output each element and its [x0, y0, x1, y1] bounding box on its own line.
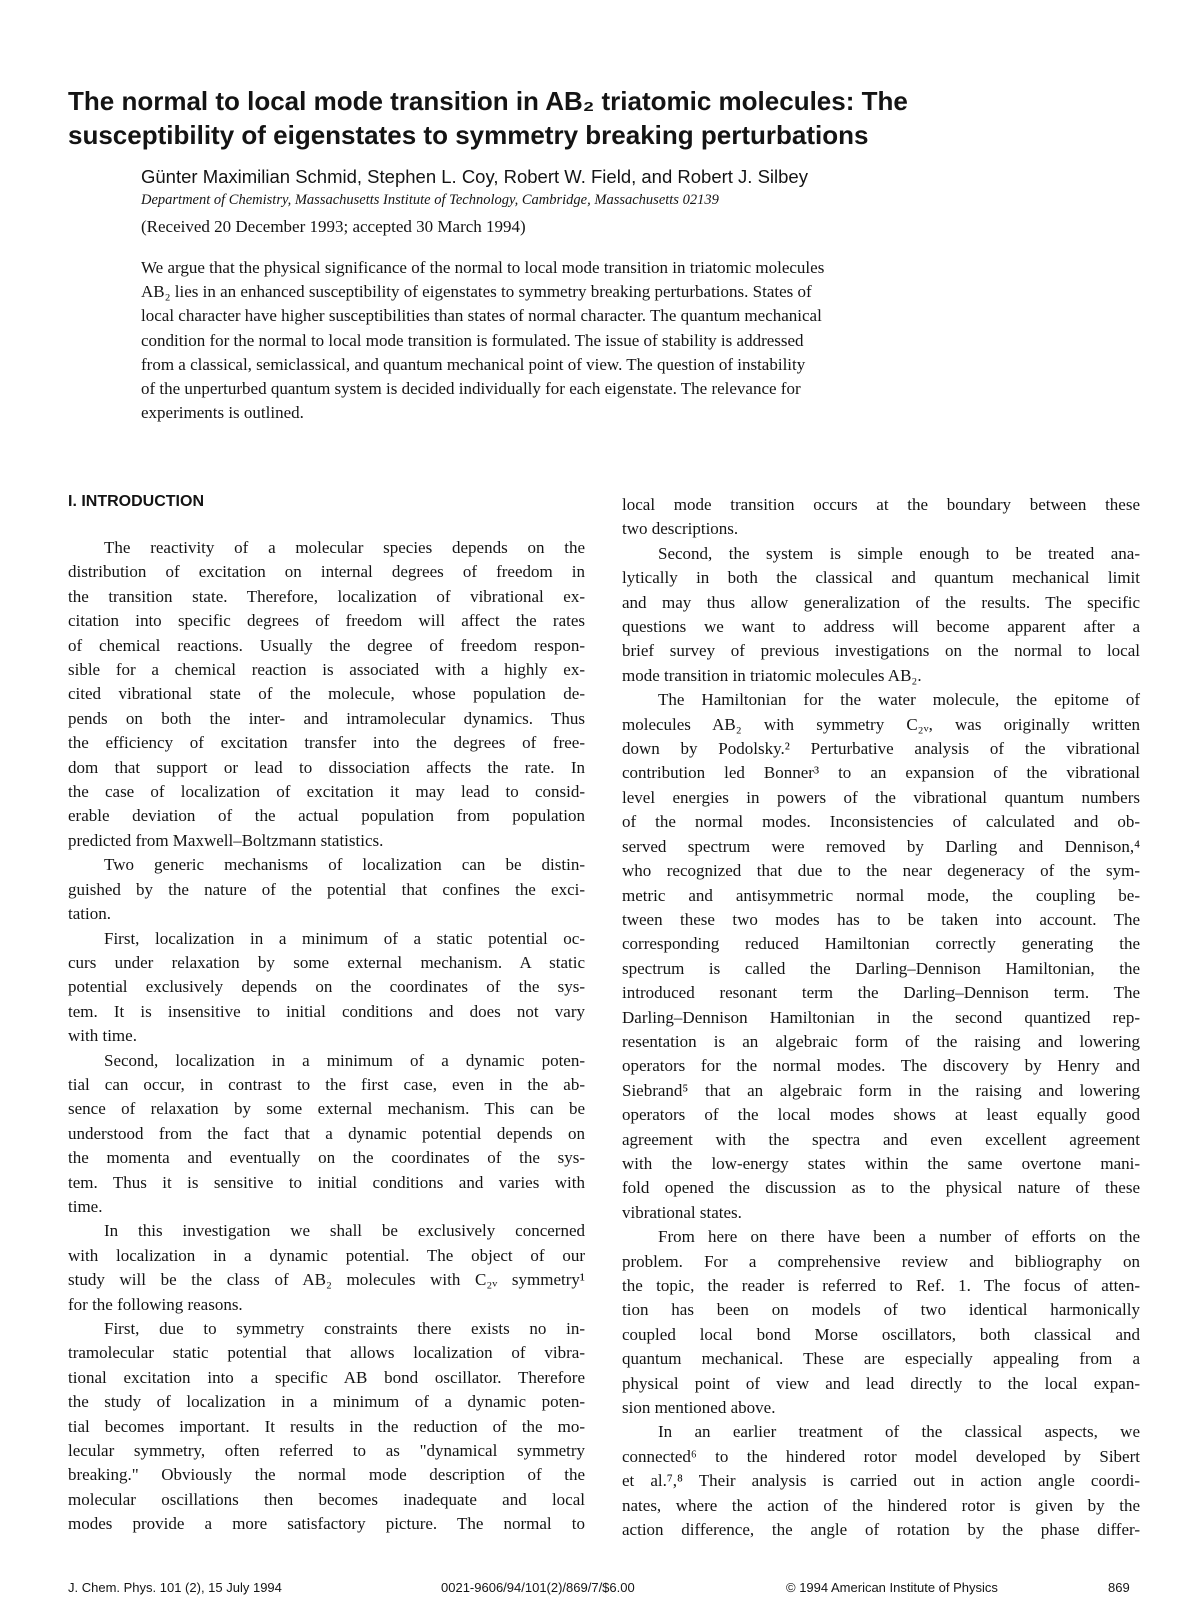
text-line: Second, the system is simple enough to be treated ana-: [658, 543, 1140, 563]
text-line: with localization in a dynamic potential. The object of our: [68, 1245, 585, 1265]
text-line: curs under relaxation by some external mechanism. A static: [68, 952, 585, 972]
paper-title: [68, 84, 1148, 152]
text-line: pends on both the inter- and intramolecular dynamics. Thus: [68, 708, 585, 728]
text-line: resentation is an algebraic form of the raising and lowering: [622, 1031, 1140, 1051]
text-line: lytically in both the classical and quantum mechanical limit: [622, 568, 1140, 588]
text-line: tional excitation into a specific AB bond oscillator. Therefore: [68, 1367, 585, 1387]
text-line: sence of relaxation by some external mechanism. This can be: [68, 1099, 585, 1119]
text-line: nates, where the action of the hindered rotor is given by the: [622, 1495, 1140, 1515]
text-line: erable deviation of the actual population from population: [68, 806, 585, 826]
text-line: contribution led Bonner³ to an expansion of the vibrational: [622, 763, 1140, 783]
text-line: Second, localization in a minimum of a dynamic poten-: [104, 1050, 585, 1070]
text-line: tion has been on models of two identical harmonically: [622, 1300, 1140, 1320]
title-line-1: The normal to local mode transition in AB₂ triatomic molecules: The: [68, 86, 908, 116]
text-line: Darling–Dennison Hamiltonian in the second quantized rep-: [622, 1007, 1140, 1027]
text-line: Two generic mechanisms of localization can be distin-: [104, 855, 585, 875]
text-line: who recognized that due to the near degeneracy of the sym-: [622, 861, 1140, 881]
text-line: two descriptions.: [622, 519, 739, 539]
text-line: tial becomes important. It results in the reduction of the mo-: [68, 1416, 585, 1436]
abstract-line: local character have higher susceptibilities than states of normal character. The quantum mechanical: [141, 306, 822, 326]
text-line: of the normal modes. Inconsistencies of calculated and ob-: [622, 812, 1140, 832]
received-dates: (Received 20 December 1993; accepted 30 March 1994): [141, 217, 526, 236]
text-line: questions we want to address will become apparent after a: [622, 617, 1140, 637]
title-line-2: susceptibility of eigenstates to symmetry breaking perturbations: [68, 120, 869, 150]
text-line: breaking." Obviously the normal mode description of the: [68, 1465, 585, 1485]
text-line: tem. It is insensitive to initial conditions and does not vary: [68, 1001, 585, 1021]
text-line: vibrational states.: [622, 1202, 742, 1222]
text-line: First, localization in a minimum of a static potential oc-: [104, 928, 585, 948]
text-line: From here on there have been a number of efforts on the: [658, 1227, 1140, 1247]
text-line: the case of localization of excitation it may lead to consid-: [68, 782, 585, 802]
abstract-line: We argue that the physical significance of the normal to local mode transition in triatomic molecules: [141, 258, 825, 277]
text-line: cited vibrational state of the molecule, whose population de-: [68, 684, 585, 704]
text-line: sible for a chemical reaction is associated with a highly ex-: [68, 660, 585, 680]
text-line: tem. Thus it is sensitive to initial conditions and varies with: [68, 1172, 585, 1192]
abstract-line: experiments is outlined.: [141, 403, 304, 423]
abstract: [141, 256, 983, 425]
text-line: served spectrum were removed by Darling and Dennison,⁴: [622, 836, 1140, 856]
right-column: [622, 493, 1140, 1542]
text-line: study will be the class of AB₂ molecules with C₂ᵥ symmetry¹: [68, 1270, 585, 1290]
text-line: predicted from Maxwell–Boltzmann statistics.: [68, 830, 384, 850]
text-line: quantum mechanical. These are especially appealing from a: [622, 1349, 1140, 1369]
section-heading: I. INTRODUCTION: [68, 493, 204, 510]
left-column: [68, 536, 585, 1537]
footer-journal: J. Chem. Phys. 101 (2), 15 July 1994: [68, 1580, 282, 1595]
abstract-line: of the unperturbed quantum system is decided individually for each eigenstate. The relevance for: [141, 379, 801, 399]
text-line: sion mentioned above.: [622, 1398, 776, 1418]
text-line: the study of localization in a minimum of a dynamic poten-: [68, 1392, 585, 1412]
text-line: the momenta and eventually on the coordinates of the sys-: [68, 1148, 585, 1168]
text-line: with time.: [68, 1026, 137, 1046]
text-line: molecules AB₂ with symmetry C₂ᵥ, was originally written: [622, 714, 1140, 734]
footer-copyright: © 1994 American Institute of Physics: [786, 1580, 998, 1595]
text-line: problem. For a comprehensive review and bibliography on: [622, 1251, 1140, 1271]
text-line: for the following reasons.: [68, 1294, 243, 1314]
text-line: mode transition in triatomic molecules AB₂.: [622, 665, 922, 685]
page-footer: [0, 1578, 1200, 1598]
text-line: molecular oscillations then becomes inadequate and local: [68, 1489, 585, 1509]
text-line: the transition state. Therefore, localization of vibrational ex-: [68, 586, 585, 606]
text-line: time.: [68, 1196, 103, 1216]
text-line: The reactivity of a molecular species depends on the: [104, 538, 585, 557]
text-line: with the low-energy states within the same overtone mani-: [622, 1153, 1140, 1173]
text-line: the efficiency of excitation transfer into the degrees of free-: [68, 733, 585, 753]
abstract-line: from a classical, semiclassical, and quantum mechanical point of view. The question of instability: [141, 354, 806, 374]
affiliation: Department of Chemistry, Massachusetts Institute of Technology, Cambridge, Massachusetts 02139: [141, 192, 719, 208]
text-line: In this investigation we shall be exclusively concerned: [104, 1221, 585, 1241]
text-line: local mode transition occurs at the boundary between these: [622, 495, 1140, 514]
text-line: action difference, the angle of rotation by the phase differ-: [622, 1520, 1140, 1540]
text-line: the topic, the reader is referred to Ref. 1. The focus of atten-: [622, 1276, 1140, 1295]
text-line: tial can occur, in contrast to the first case, even in the ab-: [68, 1074, 585, 1094]
text-line: Siebrand⁵ that an algebraic form in the raising and lowering: [622, 1080, 1140, 1100]
text-line: lecular symmetry, often referred to as "dynamical symmetry: [68, 1441, 585, 1461]
text-line: et al.⁷,⁸ Their analysis is carried out in action angle coordi-: [622, 1471, 1140, 1491]
text-line: In an earlier treatment of the classical aspects, we: [658, 1422, 1140, 1442]
text-line: operators for the normal modes. The discovery by Henry and: [622, 1056, 1140, 1076]
author-list: Günter Maximilian Schmid, Stephen L. Coy, Robert W. Field, and Robert J. Silbey: [141, 166, 808, 187]
abstract-line: condition for the normal to local mode transition is formulated. The issue of stability is addressed: [141, 330, 804, 350]
text-line: tramolecular static potential that allows localization of vibra-: [68, 1343, 585, 1363]
text-line: spectrum is called the Darling–Dennison Hamiltonian, the: [622, 958, 1140, 978]
text-line: First, due to symmetry constraints there exists no in-: [104, 1319, 585, 1338]
text-line: corresponding reduced Hamiltonian correctly generating the: [622, 934, 1140, 954]
text-line: operators of the local modes shows at least equally good: [622, 1105, 1140, 1125]
text-line: citation into specific degrees of freedom will affect the rates: [68, 611, 585, 631]
text-line: The Hamiltonian for the water molecule, the epitome of: [658, 690, 1140, 710]
text-line: modes provide a more satisfactory picture. The normal to: [68, 1514, 585, 1534]
text-line: potential exclusively depends on the coordinates of the sys-: [68, 977, 585, 997]
text-line: physical point of view and lead directly to the local expan-: [622, 1373, 1140, 1393]
text-line: understood from the fact that a dynamic potential depends on: [68, 1123, 585, 1143]
text-line: fold opened the discussion as to the physical nature of these: [622, 1178, 1140, 1198]
text-line: connected⁶ to the hindered rotor model developed by Sibert: [622, 1446, 1140, 1466]
text-line: and may thus allow generalization of the results. The specific: [622, 592, 1140, 612]
text-line: down by Podolsky.² Perturbative analysis of the vibrational: [622, 739, 1140, 759]
text-line: introduced resonant term the Darling–Dennison term. The: [622, 983, 1140, 1003]
text-line: coupled local bond Morse oscillators, both classical and: [622, 1324, 1140, 1344]
text-line: dom that support or lead to dissociation affects the rate. In: [68, 757, 585, 777]
text-line: agreement with the spectra and even excellent agreement: [622, 1129, 1140, 1149]
footer-code: 0021-9606/94/101(2)/869/7/$6.00: [441, 1580, 635, 1595]
text-line: of chemical reactions. Usually the degree of freedom respon-: [68, 635, 585, 655]
text-line: distribution of excitation on internal degrees of freedom in: [68, 562, 585, 582]
page-number: 869: [1108, 1580, 1130, 1595]
text-line: tween these two modes has to be taken into account. The: [622, 909, 1140, 929]
text-line: brief survey of previous investigations on the normal to local: [622, 641, 1140, 661]
text-line: level energies in powers of the vibrational quantum numbers: [622, 787, 1140, 807]
text-line: metric and antisymmetric normal mode, the coupling be-: [622, 885, 1140, 905]
abstract-line: AB₂ lies in an enhanced susceptibility of eigenstates to symmetry breaking perturbations. States of: [141, 282, 812, 302]
text-line: guished by the nature of the potential that confines the exci-: [68, 879, 585, 899]
text-line: tation.: [68, 904, 111, 924]
